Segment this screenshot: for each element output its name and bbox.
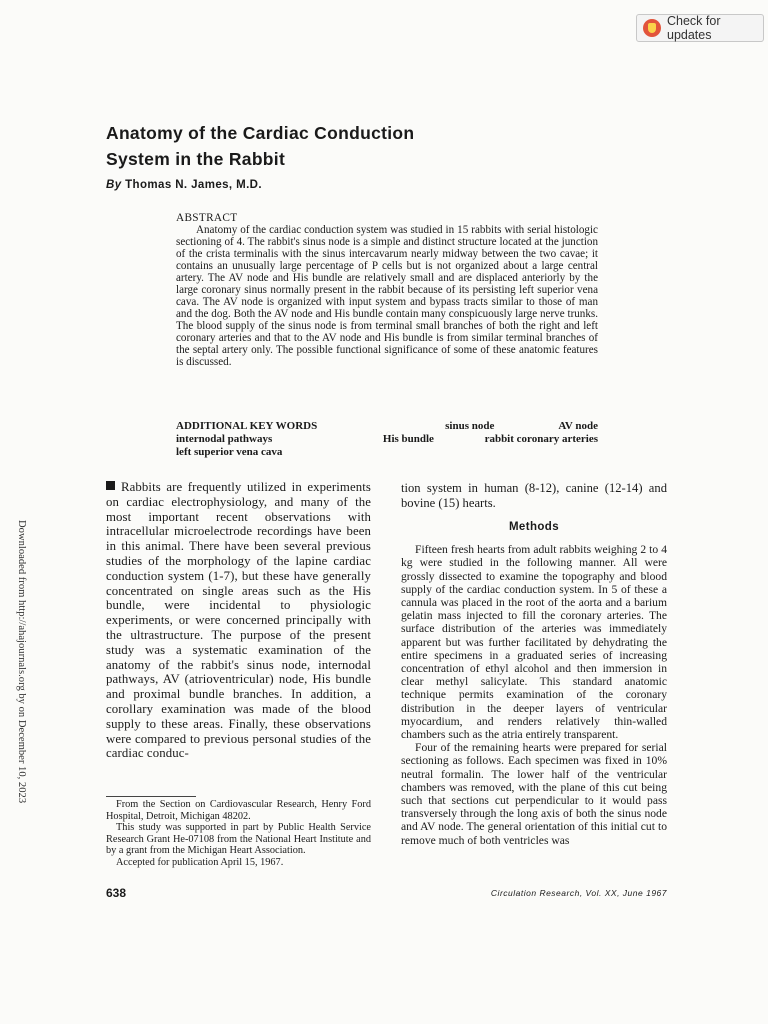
check-for-updates-button[interactable] bbox=[636, 14, 764, 42]
keyword: rabbit coronary arteries bbox=[484, 433, 598, 445]
footnote-accepted: Accepted for publication April 15, 1967. bbox=[116, 856, 284, 868]
methods-heading: Methods bbox=[508, 521, 560, 533]
section-marker-icon bbox=[106, 481, 115, 490]
byline bbox=[106, 179, 262, 191]
crossmark-icon bbox=[643, 19, 661, 37]
intro-continuation: tion system in human (8-12), canine (12-14) and bovine (15) hearts. bbox=[401, 481, 667, 510]
footnote-divider bbox=[106, 796, 196, 797]
check-for-updates-label: Check for updates bbox=[667, 14, 721, 42]
methods-paragraph-2: Four of the remaining hearts were prepared for serial sectioning as follows. Each specimen was fixed in 10% neutral formalin. The lower half of the ventricular chambers was removed, with the plane of this cut being such that sections cut perpendicular to it would pass transversely through the long axis of both the sinus node and AV node. The general orientation of this initial cut to remove much of both ventricles was bbox=[401, 741, 667, 847]
page-number: 638 bbox=[106, 886, 127, 900]
abstract-heading: ABSTRACT bbox=[176, 212, 238, 224]
keyword: left superior vena cava bbox=[176, 446, 283, 458]
keyword: AV node bbox=[558, 420, 598, 432]
article-title-line-1: Anatomy of the Cardiac Conduction bbox=[106, 123, 415, 143]
footnote-support: This study was supported in part by Public Health Service Research Grant He-07108 from the National Heart Institute and by a grant from the Michigan Heart Association. bbox=[106, 822, 371, 857]
body-column-left bbox=[106, 480, 371, 761]
byline-prefix: By bbox=[106, 179, 122, 191]
footnotes bbox=[106, 799, 371, 869]
intro-paragraph: Rabbits are frequently utilized in experiments on cardiac electrophysiology, and many of the most important recent observations with intracellular microelectrode recordings have been in this animal. There have been several previous studies of the morphology of the lapine cardiac conduction system (1-7), but these have generally concentrated on single areas such as the His bundle, were incidental to physiologic experiments, or were concerned principally with the ultrastructure. The purpose of the present study was a systematic examination of the anatomy of the rabbit's sinus node, internodal pathways, AV (atrioventricular) node, His bundle and proximal bundle branches. In addition, a corollary examination was made of the blood supply to these areas. Finally, these observations were compared to previous personal studies of the cardiac conduc- bbox=[106, 480, 371, 761]
abstract bbox=[176, 212, 598, 368]
keyword: His bundle bbox=[382, 433, 434, 445]
author-name: Thomas N. James, M.D. bbox=[125, 179, 262, 191]
keyword: internodal pathways bbox=[176, 433, 273, 445]
abstract-text: Anatomy of the cardiac conduction system was studied in 15 rabbits with serial histologic sectioning of 4. The rabbit's sinus node is a simple and distinct structure located at the junction of the crista terminalis with the sinus intercavarum nearly midway between the two cavae; it contains an unusually large percentage of P cells but is not organized about a large central artery. The AV node and His bundle are relatively small and are displaced anteriorly by the large coronary sinus normally present in the rabbit because of its persisting left superior vena cava. The AV node is organized with input system and bypass tracts similar to those of man and the dog. Both the AV node and His bundle contain many conspicuously large nerve trunks. The blood supply of the sinus node is from terminal small branches of both the right and left coronary arteries and that to the AV node and His bundle is from similar terminal branches of the septal artery only. The possible functional significance of some of these anatomic features is discussed. bbox=[176, 224, 598, 368]
journal-citation: Circulation Research, Vol. XX, June 1967 bbox=[490, 888, 667, 898]
download-note: Downloaded from http://ahajournals.org by on December 10, 2023 bbox=[16, 520, 27, 804]
body-column-right bbox=[401, 481, 667, 847]
methods-paragraph-1: Fifteen fresh hearts from adult rabbits weighing 2 to 4 kg were studied in the following manner. All were grossly dissected to examine the topography and blood supply of the cardiac conduction system. In 5 of these a cannula was placed in the root of the aorta and a barium gelatin mass injected to fill the coronary arteries. The surface distribution of the arteries was immediately apparent but was further facilitated by dehydrating the entire specimens in a graduated series of increasing concentration of ethyl alcohol and then immersion in clear methyl salicylate. This standard anatomic technique permits examination of the coronary distribution in the deeper layers of ventricular myocardium, and renders relatively thin-walled chambers such as the atria entirely transparent. bbox=[401, 543, 667, 742]
download-watermark bbox=[16, 520, 36, 804]
key-words bbox=[176, 420, 598, 459]
article-title-line-2: System in the Rabbit bbox=[106, 149, 286, 169]
article-title bbox=[106, 120, 526, 172]
keyword: sinus node bbox=[445, 420, 495, 432]
key-words-label: ADDITIONAL KEY WORDS bbox=[176, 420, 318, 432]
footnote-affiliation: From the Section on Cardiovascular Research, Henry Ford Hospital, Detroit, Michigan 48202. bbox=[106, 799, 371, 822]
